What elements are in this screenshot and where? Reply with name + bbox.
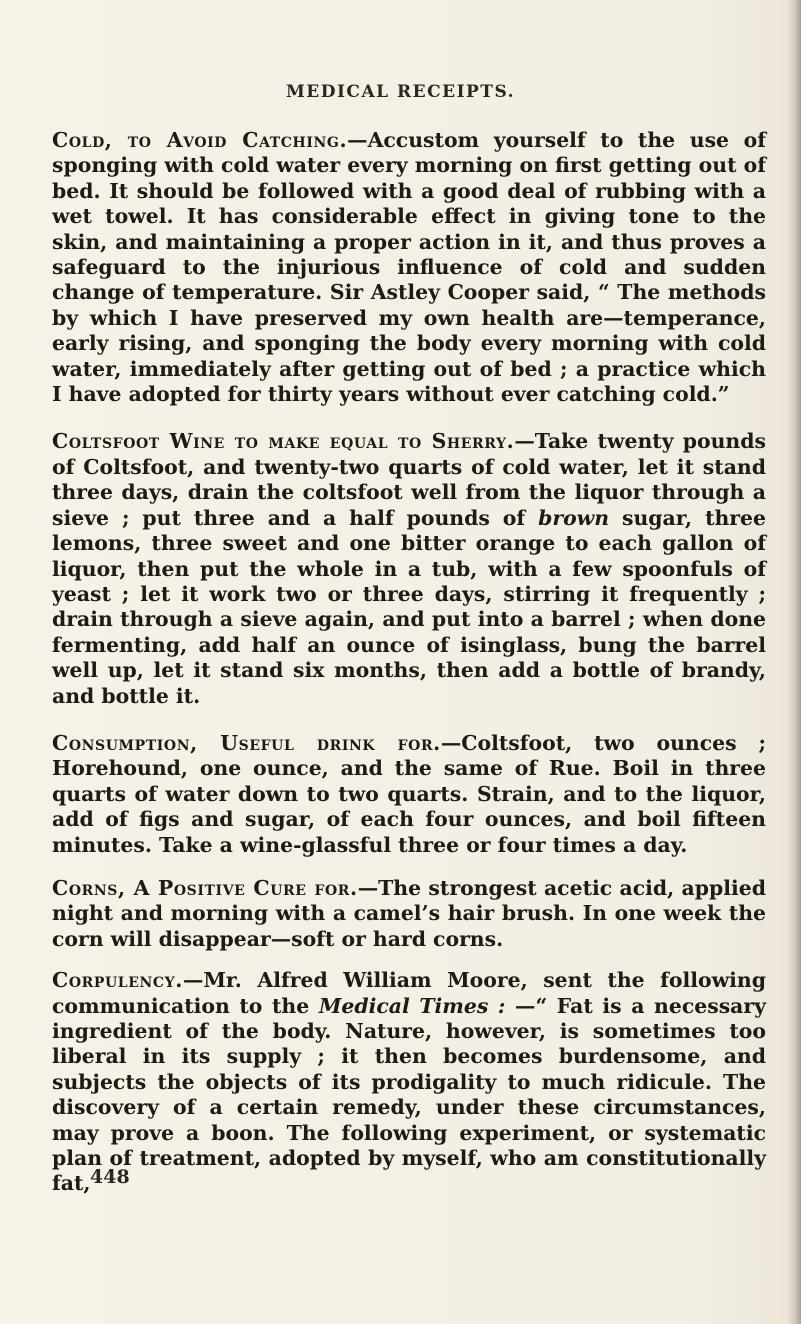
entry-text: —Mr. Alfred William Moore, sent the following communication to the [52,968,766,1018]
page-edge-shadow [787,0,801,1324]
entry-text: —“ Fat is a necessary ingredient of the body. Nature, however, is sometimes too liberal in its supply ; it then becomes burdensome, and subjects the objects of its prodigality to much ridicule. The discovery of a certain remedy, under these circumstances, may prove a boon. The following experiment, or systematic plan of treatment, adopted by myself, who am constitutionally fat, [52,993,766,1196]
entry-heading: Cold, to Avoid Catching. [52,128,348,152]
entry-heading: Consumption, Useful drink for. [52,730,441,755]
entry-text: —Coltsfoot, two ounces ; Horehound, one ounce, and the same of Rue. Boil in three quarts of water down to two quarts. Strain, and to the liquor, add of figs and sugar, of each four ounces, and boil fifteen minutes. Take a wine-glassful three or four times a day. [52,730,766,857]
entry-heading: Coltsfoot Wine to make equal to Sherry. [52,429,515,454]
entry-text: sugar, three lemons, three sweet and one bitter orange to each gallon of liquor, then put the whole in a tub, with a few spoonfuls of yeast ; let it work two or three days, stirring it frequently ; drain through a sieve again, and put into a barrel ; when done fermenting, add half an ounce of isinglass, bung the barrel well up, let it stand six months, then add a bottle of brandy, and bottle it. [52,505,766,708]
entry-corpulency [52,968,766,1197]
entry-cold [52,128,766,407]
entry-text: —Take twenty pounds of Coltsfoot, and twenty-two quarts of cold water, let it stand three days, drain the coltsfoot well from the liquor through a sieve ; put three and a half pounds of [52,429,766,530]
entry-text: —Accustom yourself to the use of sponging with cold water every morning on first getting out of bed. It should be followed with a good deal of rubbing with a wet towel. It has considerable effect in giving tone to the skin, and maintaining a proper action in it, and thus proves a safeguard to the injurious influence of cold and sudden change of temperature. Sir Astley Cooper said, “ The methods by which I have preserved my own health are—temperance, early rising, and sponging the body every morning with cold water, immediately after getting out of bed ; a practice which I have adopted for thirty years without ever catching cold.” [52,128,767,407]
entry-italic: brown [538,505,610,530]
page-number: 448 [90,1166,130,1188]
entry-corns [52,876,766,952]
running-head: MEDICAL RECEIPTS. [285,82,516,102]
entry-consumption [52,731,766,858]
entry-coltsfoot-wine [52,429,766,708]
entry-text: —The strongest acetic acid, applied night and morning with a camel’s hair brush. In one week the corn will disappear—soft or hard corns. [52,875,766,951]
entry-heading: Corns, A Positive Cure for. [52,875,358,900]
entry-italic: Medical Times : [318,993,506,1018]
entry-heading: Corpulency. [52,968,183,993]
page-content [52,128,766,1197]
